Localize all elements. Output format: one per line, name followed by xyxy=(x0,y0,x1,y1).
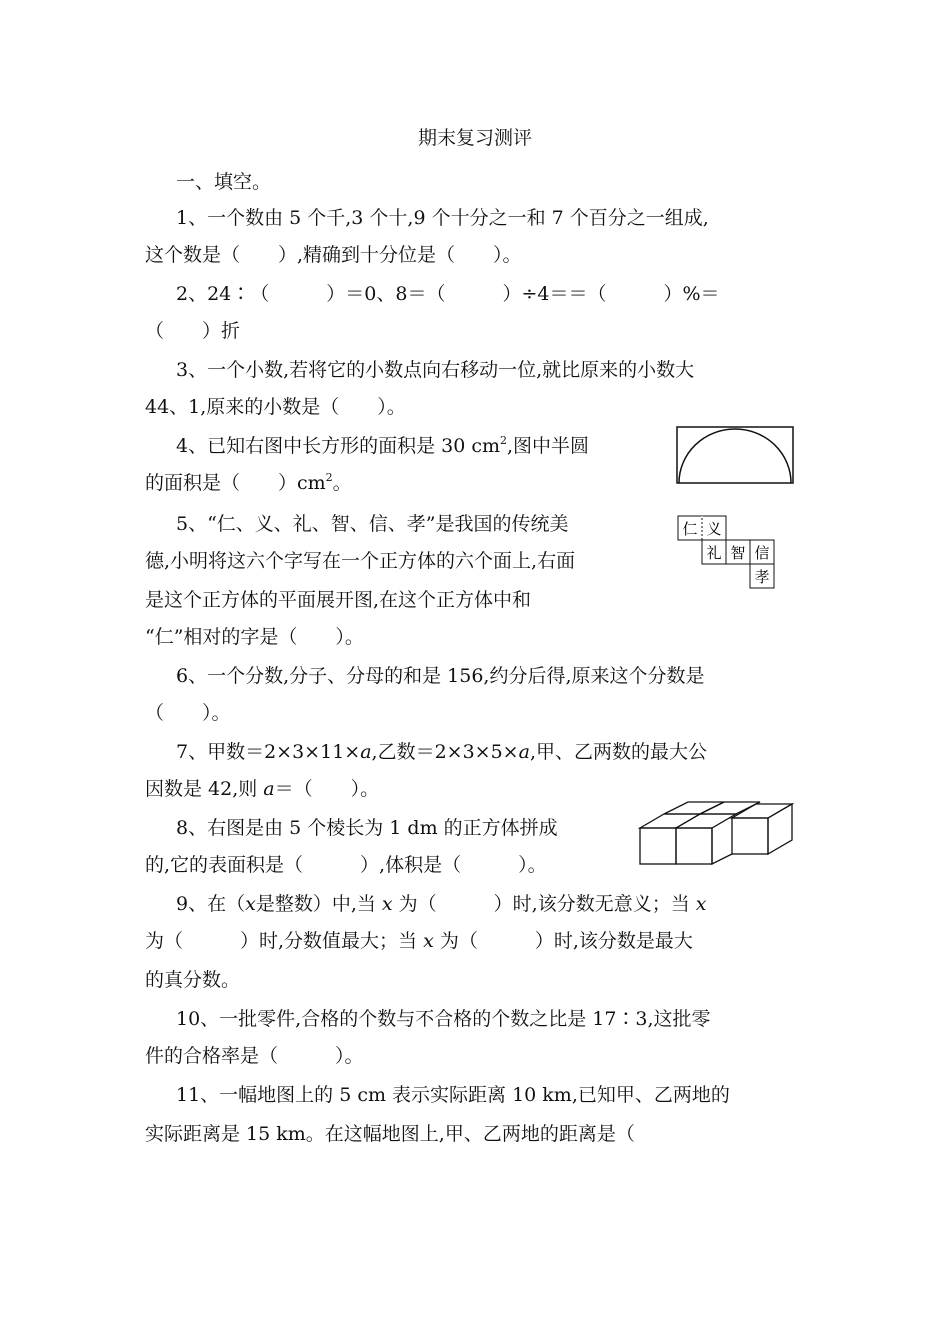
net-face-5: 信 xyxy=(754,544,770,562)
question-4-text-b: ,图中半圆 xyxy=(507,435,590,457)
question-10-line-2: 件的合格率是（ ）。 xyxy=(145,1045,364,1067)
question-3-line-1: 3、一个小数,若将它的小数点向右移动一位,就比原来的小数大 xyxy=(176,359,695,381)
question-6-line-1: 6、一个分数,分子、分母的和是 156,约分后得,原来这个分数是 xyxy=(176,665,705,687)
question-9-text-b: 是整数）中,当 xyxy=(255,893,382,915)
question-5-line-2: 德,小明将这六个字写在一个正方体的六个面上,右面 xyxy=(145,550,576,572)
question-6-line-2: （ ）。 xyxy=(145,702,231,724)
net-face-6: 孝 xyxy=(754,568,770,586)
question-4-text-c: 的面积是（ ）cm xyxy=(145,472,326,494)
question-7-text-b: ,乙数＝2×3×5× xyxy=(371,741,519,763)
question-8-line-2: 的,它的表面积是（ ）,体积是（ ）。 xyxy=(145,854,547,876)
question-9-line-3: 的真分数。 xyxy=(145,969,241,991)
variable-a: a xyxy=(263,778,275,800)
question-1-line-1: 1、一个数由 5 个千,3 个十,9 个十分之一和 7 个百分之一组成, xyxy=(176,207,709,229)
section-heading: 一、填空。 xyxy=(176,171,272,193)
question-7-line-1 xyxy=(176,740,707,764)
net-face-2: 义 xyxy=(706,520,722,538)
question-1-line-2: 这个数是（ ）,精确到十分位是（ ）。 xyxy=(145,244,522,266)
question-7-line-2 xyxy=(145,777,379,801)
question-5-line-1: 5、“仁、义、礼、智、信、孝”是我国的传统美 xyxy=(176,513,569,535)
net-face-3: 礼 xyxy=(706,544,722,562)
question-4-text-a: 4、已知右图中长方形的面积是 30 cm xyxy=(176,435,501,457)
question-4-line-2 xyxy=(145,471,352,495)
variable-x: x xyxy=(245,893,256,915)
question-2-line-1: 2、24∶（ ）＝0、8＝（ ）÷4＝＝（ ）%＝ xyxy=(176,283,720,305)
net-face-4: 智 xyxy=(730,544,746,562)
question-9-line-2 xyxy=(145,929,693,953)
question-2-line-2: （ ）折 xyxy=(145,320,241,342)
variable-x: x xyxy=(695,893,707,915)
question-7-text-d: 因数是 42,则 xyxy=(145,778,264,800)
cubes-figure xyxy=(636,800,796,868)
variable-x: x xyxy=(381,893,393,915)
question-10-line-1: 10、一批零件,合格的个数与不合格的个数之比是 17∶3,这批零 xyxy=(176,1008,711,1030)
question-9-text-c: 为（ ）时,该分数无意义；当 xyxy=(392,893,696,915)
question-9-text-d: 为（ ）时,分数值最大；当 xyxy=(145,930,424,952)
superscript: 2 xyxy=(325,471,333,484)
question-9-line-1 xyxy=(176,892,706,916)
question-7-text-e: ＝（ ）。 xyxy=(274,778,380,800)
variable-a: a xyxy=(360,741,372,763)
question-3-line-2: 44、1,原来的小数是（ ）。 xyxy=(145,396,406,418)
question-9-text-a: 9、在（ xyxy=(176,893,246,915)
question-4-line-1 xyxy=(176,434,589,458)
superscript: 2 xyxy=(500,434,508,447)
question-11-line-1: 11、一幅地图上的 5 cm 表示实际距离 10 km,已知甲、乙两地的 xyxy=(176,1084,730,1106)
question-5-line-4: “仁”相对的字是（ ）。 xyxy=(145,626,364,648)
question-8-line-1: 8、右图是由 5 个棱长为 1 dm 的正方体拼成 xyxy=(176,817,558,839)
question-7-text-a: 7、甲数＝2×3×11× xyxy=(176,741,361,763)
question-5-line-3: 是这个正方体的平面展开图,在这个正方体中和 xyxy=(145,589,532,611)
variable-x: x xyxy=(423,930,434,952)
cube-net-figure xyxy=(676,514,780,594)
question-4-text-d: 。 xyxy=(332,472,352,494)
page-title: 期末复习测评 xyxy=(417,127,532,149)
question-7-text-c: ,甲、乙两数的最大公 xyxy=(529,741,707,763)
net-face-1: 仁 xyxy=(682,520,698,538)
question-9-text-e: 为（ ）时,该分数是最大 xyxy=(433,930,693,952)
question-11-line-2: 实际距离是 15 km。在这幅地图上,甲、乙两地的距离是（ xyxy=(145,1123,635,1145)
variable-a: a xyxy=(518,741,530,763)
rectangle-semicircle-figure xyxy=(676,426,796,486)
